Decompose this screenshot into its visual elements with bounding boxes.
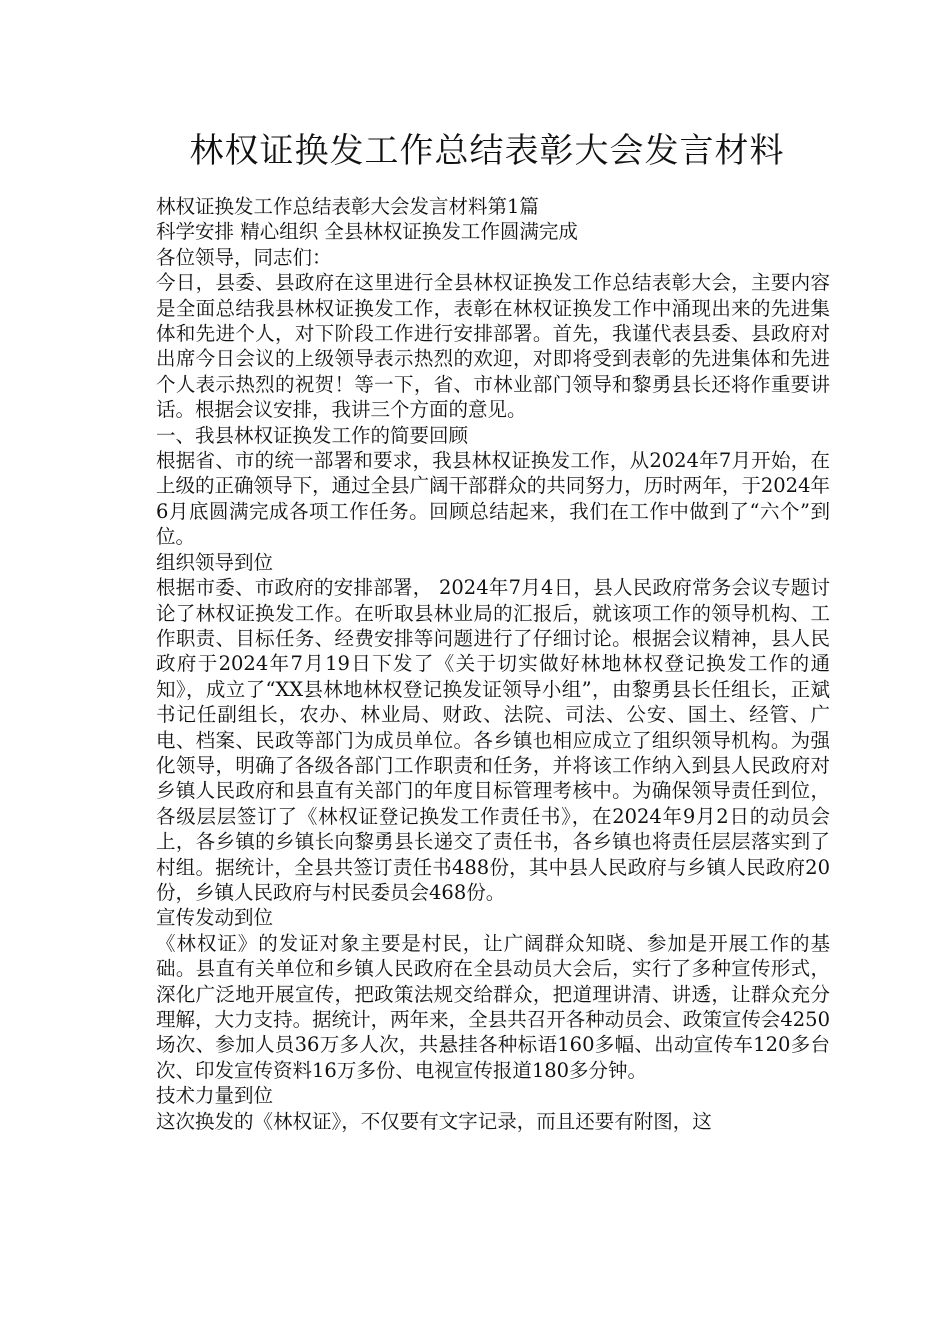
section-heading: 一、我县林权证换发工作的简要回顾 [156,423,469,447]
subsection-heading: 技术力量到位 [156,1084,274,1108]
subtitle: 科学安排 精心组织 全县林权证换发工作圆满完成 [156,220,578,244]
subsection-heading: 组织领导到位 [156,550,274,574]
document-page [144,0,830,1134]
document-title: 林权证换发工作总结表彰大会发言材料 [189,131,785,171]
salutation: 各位领导，同志们： [156,245,332,269]
paragraph: 根据市委、市政府的安排部署， 2024年7月4日，县人民政府常务会议专题讨论了林权证换发工作。在听取县林业局的汇报后，就该项工作的领导机构、工作职责、目标任务、经费安排等问题进行了仔细讨论。根据会议精神，县人民政府于2024年7月19日下发了《关于切实做好林地林权登记换发工作的通知》，成立了“XX县林地林权登记换发证领导小组”，由黎勇县长任组长，正斌书记任副组长，农办、林业局、财政、法院、司法、公安、国土、经管、广电、档案、民政等部门为成员单位。各乡镇也相应成立了组织领导机构。为强化领导，明确了各级各部门工作职责和任务，并将该工作纳入到县人民政府对乡镇人民政府和县直有关部门的年度目标管理考核中。为确保领导责任到位，各级层层签订了《林权证登记换发工作责任书》，在2024年9月2日的动员会上，各乡镇的乡镇长向黎勇县长递交了责任书，各乡镇也将责任层层落实到了村组。据统计，全县共签订责任书488份，其中县人民政府与乡镇人民政府20份，乡镇人民政府与村民委员会468份。 [156,576,830,904]
document-body [144,194,830,1134]
paragraph: 根据省、市的统一部署和要求，我县林权证换发工作，从2024年7月开始，在上级的正确领导下，通过全县广阔干部群众的共同努力，历时两年，于2024年6月底圆满完成各项工作任务。回顾总结起来，我们在工作中做到了“六个”到位。 [156,449,830,549]
paragraph: 这次换发的《林权证》，不仅要有文字记录，而且还要有附图，这 [156,1109,712,1133]
section-heading: 林权证换发工作总结表彰大会发言材料第1篇 [156,195,539,218]
paragraph: 《林权证》的发证对象主要是村民，让广阔群众知晓、参加是开展工作的基础。县直有关单位和乡镇人民政府在全县动员大会后，实行了多种宣传形式，深化广泛地开展宣传，把政策法规交给群众，把道理讲清、讲透，让群众充分理解，大力支持。据统计，两年来，全县共召开各种动员会、政策宣传会4250场次、参加人员36万多人次，共悬挂各种标语160多幅、出动宣传车120多台次、印发宣传资料16万多份、电视宣传报道180多分钟。 [156,931,830,1082]
subsection-heading: 宣传发动到位 [156,906,274,930]
paragraph: 今日，县委、县政府在这里进行全县林权证换发工作总结表彰大会，主要内容是全面总结我县林权证换发工作，表彰在林权证换发工作中涌现出来的先进集体和先进个人，对下阶段工作进行安排部署。首先，我谨代表县委、县政府对出席今日会议的上级领导表示热烈的欢迎，对即将受到表彰的先进集体和先进个人表示热烈的祝贺！等一下，省、市林业部门领导和黎勇县长还将作重要讲话。根据会议安排，我讲三个方面的意见。 [156,271,830,422]
